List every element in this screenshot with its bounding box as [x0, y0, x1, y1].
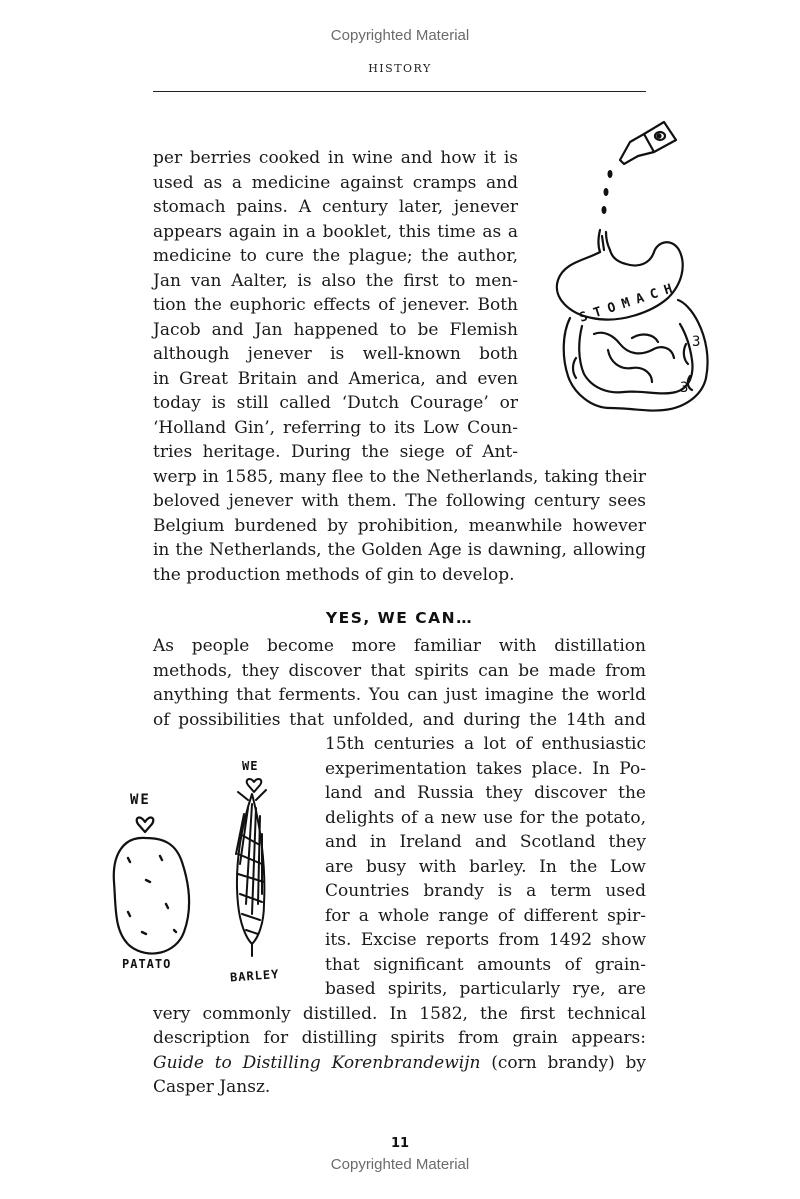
text-line: that significant amounts of grain-: [325, 954, 646, 975]
doodle-mark: 3: [692, 334, 701, 350]
text-line: ‘Holland Gin’, referring to its Low Coun-: [153, 417, 518, 438]
text-line: today is still called ‘Dutch Courage’ or: [153, 393, 518, 413]
text-line: Casper Jansz.: [153, 1077, 271, 1097]
text-line: werp in 1585, many flee to the Netherlands, taking their: [153, 466, 646, 487]
text-line: in Great Britain and America, and even: [153, 368, 518, 389]
text-line: the production methods of gin to develop.: [153, 564, 515, 585]
barley-label: BARLEY: [229, 967, 280, 985]
text-line: are busy with barley. In the Low: [325, 856, 646, 877]
book-title: Guide to Distilling Korenbrandewijn: [153, 1052, 481, 1073]
potato-illustration: [100, 782, 200, 977]
text-line: for a whole range of different spir-: [325, 905, 646, 926]
drops-icon: [602, 170, 613, 214]
potato-shape: [114, 838, 189, 954]
text-line: [153, 1051, 646, 1076]
text-line: Jacob and Jan happened to be Flemish: [153, 319, 518, 340]
text-line: of possibilities that unfolded, and during the 14th and: [153, 709, 646, 730]
text-line: in the Netherlands, the Golden Age is dawning, allowing: [153, 540, 646, 560]
esophagus: [599, 230, 601, 252]
bottle-icon: [620, 122, 676, 164]
text-line: very commonly distilled. In 1582, the first technical: [153, 1003, 646, 1024]
text-line: tries heritage. During the siege of Ant-: [153, 442, 518, 462]
text-line: delights of a new use for the potato,: [325, 807, 646, 828]
text-line: 15th centuries a lot of enthusiastic: [325, 734, 646, 754]
text-line: As people become more familiar with distillation: [153, 636, 646, 656]
text-line: based spirits, particularly rye, are: [325, 979, 646, 999]
text-line: beloved jenever with them. The following century sees: [153, 491, 646, 511]
barley-ear: [236, 790, 266, 944]
page-number: 11: [390, 1136, 410, 1151]
book-title-suffix: (corn brandy) by: [480, 1052, 646, 1073]
running-head: HISTORY: [368, 62, 432, 75]
text-line: and in Ireland and Scotland they: [325, 832, 646, 852]
copyright-footer: Copyrighted Material: [330, 1156, 470, 1173]
text-line: experimentation takes place. In Po-: [325, 758, 646, 779]
text-line: land and Russia they discover the: [325, 783, 646, 803]
text-line: appears again in a booklet, this time as a: [153, 221, 518, 242]
stomach-label: STOMACH: [577, 279, 681, 326]
text-line: methods, they discover that spirits can be made from: [153, 660, 646, 681]
copyright-header: Copyrighted Material: [330, 27, 470, 44]
header-rule: [153, 91, 646, 92]
section-heading: YES, WE CAN…: [325, 609, 474, 627]
heart-icon: [247, 779, 262, 792]
text-line: its. Excise reports from 1492 show: [325, 930, 646, 950]
text-line: medicine to cure the plague; the author,: [153, 246, 518, 266]
heart-icon: [137, 818, 154, 832]
stomach-illustration: [548, 112, 720, 422]
potato-we-label: WE: [130, 792, 151, 808]
doodle-mark: 3: [680, 380, 689, 396]
text-line: anything that ferments. You can just imagine the world: [153, 685, 646, 705]
barley-we-label: WE: [242, 759, 259, 773]
text-line: tion the euphoric effects of jenever. Both: [153, 295, 518, 315]
text-line: description for distilling spirits from grain appears:: [153, 1028, 646, 1048]
text-line: Belgium burdened by prohibition, meanwhile however: [153, 515, 646, 536]
text-line: per berries cooked in wine and how it is: [153, 148, 518, 168]
text-line: used as a medicine against cramps and: [153, 172, 518, 193]
barley-illustration: [218, 754, 288, 988]
text-line: although jenever is well-known both: [153, 344, 518, 364]
text-line: Countries brandy is a term used: [325, 881, 646, 901]
text-line: stomach pains. A century later, jenever: [153, 197, 518, 217]
potato-label: PATATO: [122, 957, 172, 971]
text-line: Jan van Aalter, is also the first to men-: [153, 270, 518, 291]
